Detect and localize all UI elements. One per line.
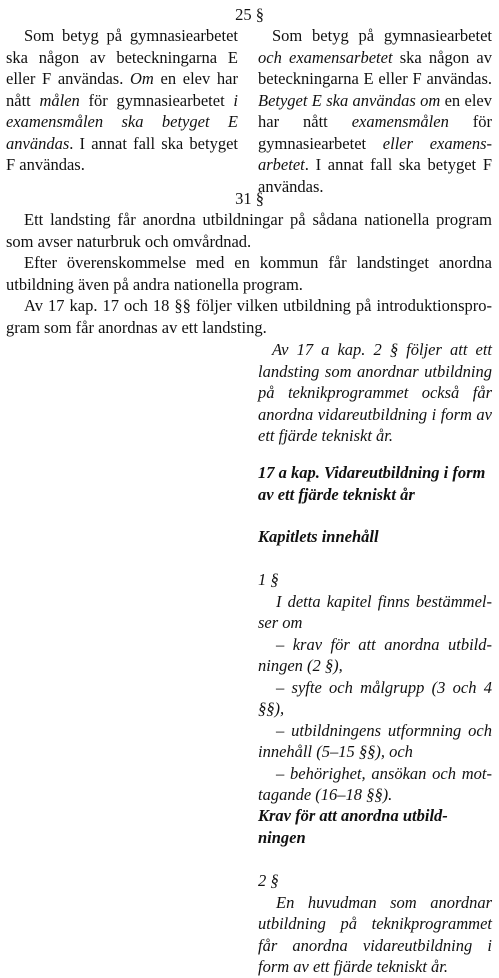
text-run-italic: målen xyxy=(39,90,80,110)
heading-text: Kapitlets innehåll xyxy=(258,527,379,546)
text-run: Som betyg på gymnasiearbetet xyxy=(272,26,492,45)
text-run-italic: och examensarbetet xyxy=(258,47,393,67)
section-2 xyxy=(258,870,492,978)
text-run-italic: i examensmålen ska betyget E användas xyxy=(6,90,238,153)
section-31-body xyxy=(6,209,492,338)
heading-text: Krav för att anordna utbild-ningen xyxy=(258,806,448,847)
paragraph: Ett landsting får anordna utbildningar på sådana nationella program som avser naturbruk och omvårdnad. xyxy=(6,210,492,251)
list-item: – behörighet, ansökan och mot-tagande (16–18 §§). xyxy=(258,763,492,804)
krav-heading xyxy=(258,805,458,848)
list-item: – utbildningens utformning och innehåll (5–15 §§), och xyxy=(258,720,492,761)
text-run: en elev har nått xyxy=(6,69,238,110)
paragraph: Av 17 a kap. 2 § följer att ett landsting som anordnar utbildning på teknikprogrammet också får anordna vidareutbildning i form av ett fjärde tekniskt år. xyxy=(258,340,492,445)
section-31-heading: 31 § xyxy=(235,189,264,208)
section-2-heading: 2 § xyxy=(258,871,279,890)
chapter-17a-title xyxy=(258,462,492,505)
text-run-italic: examensmålen xyxy=(351,112,449,131)
text-run: . I annat fall ska betyget F användas. xyxy=(6,133,238,174)
contents-heading xyxy=(258,526,492,548)
section-25-current-text xyxy=(6,25,238,176)
text-run: Som betyg på gymnasiearbetet ska någon av beteckningarna E eller F användas. xyxy=(6,26,238,88)
section-25-proposed-text xyxy=(258,25,492,197)
text-run-italic: Betyget E ska användas om xyxy=(258,90,441,110)
text-run: ska någon av beteckningarna E eller F användas. xyxy=(258,47,492,88)
list-item: – syfte och målgrupp (3 och 4 §§), xyxy=(258,677,492,718)
paragraph: Efter överenskommelse med en kommun får landstinget anordna utbildning även på andra nationella program. xyxy=(6,253,492,294)
section-25-heading: 25 § xyxy=(235,5,264,24)
list-item: – krav för att anordna utbild-ningen (2 §), xyxy=(258,634,492,675)
section-1 xyxy=(258,569,492,806)
section-2-text: En huvudman som anordnar utbildning på teknikprogrammet får anordna vidareutbildning i form av ett fjärde tekniskt år. xyxy=(258,892,492,976)
section-1-intro: I detta kapitel finns bestämmel-ser om xyxy=(258,591,492,632)
text-run: . I annat fall ska betyget F användas. xyxy=(258,155,492,196)
section-1-heading: 1 § xyxy=(258,570,279,589)
text-run-italic: Om xyxy=(130,69,154,88)
text-run: för gymnasiearbetet xyxy=(79,90,234,110)
chapter-title: 17 a kap. Vidareutbildning i form av ett fjärde tekniskt år xyxy=(258,463,486,504)
paragraph: Av 17 kap. 17 och 18 §§ följer vilken utbildning på introduktionspro-gram som får anordnas av ett landsting. xyxy=(6,296,492,337)
text-run-italic: eller examens-arbetet xyxy=(258,133,492,174)
text-run: en elev har nått xyxy=(258,90,492,131)
proposed-addition xyxy=(258,339,492,447)
text-run: för gymnasiearbetet xyxy=(258,112,492,153)
